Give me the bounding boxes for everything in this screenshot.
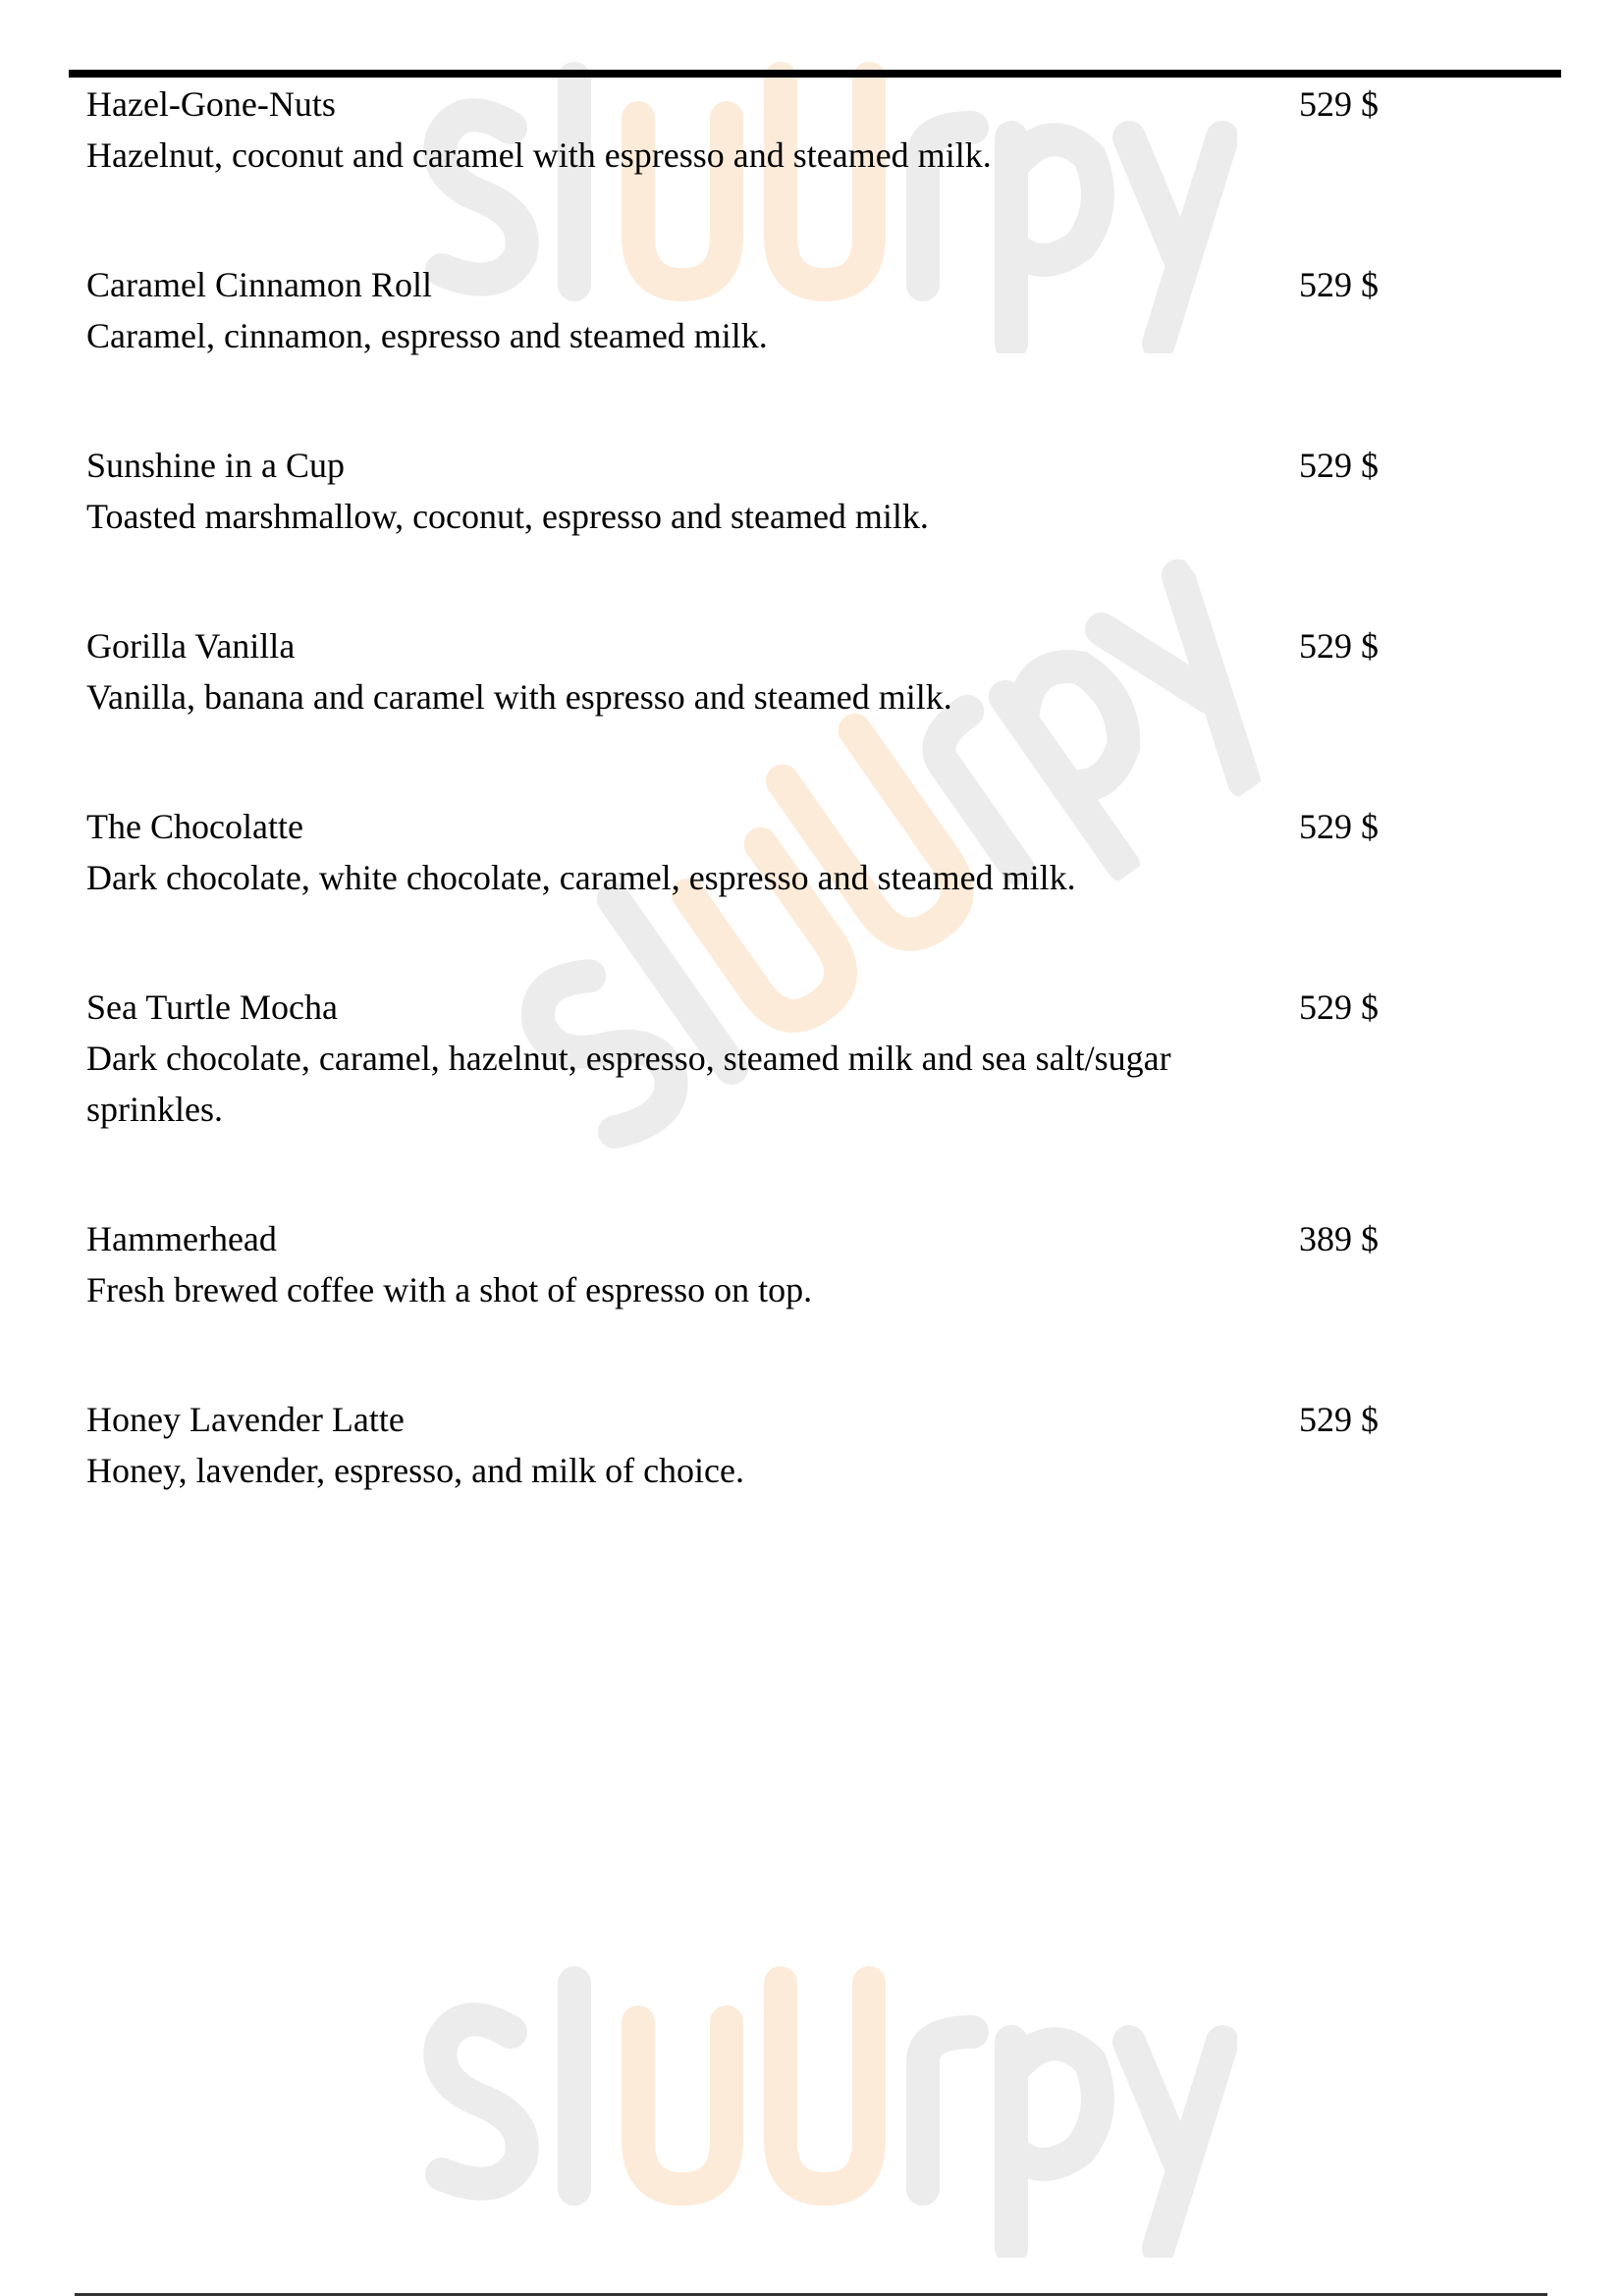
item-description: Toasted marshmallow, coconut, espresso and steamed milk. bbox=[86, 497, 929, 536]
menu-item bbox=[86, 1213, 1559, 1315]
item-price: 389 $ bbox=[1299, 1219, 1379, 1258]
item-name: Sunshine in a Cup bbox=[86, 446, 346, 485]
menu-item-text bbox=[86, 79, 1245, 181]
item-name: The Chocolatte bbox=[86, 807, 303, 846]
menu-item-text bbox=[86, 1213, 1245, 1315]
menu-item-text bbox=[86, 620, 1245, 722]
menu-item bbox=[86, 79, 1559, 181]
menu-item bbox=[86, 259, 1559, 361]
item-name: Gorilla Vanilla bbox=[86, 626, 296, 666]
item-price: 529 $ bbox=[1299, 84, 1379, 124]
menu-item bbox=[86, 801, 1559, 903]
menu-item-text bbox=[86, 259, 1245, 361]
item-name: Honey Lavender Latte bbox=[86, 1400, 405, 1439]
menu-item bbox=[86, 982, 1559, 1135]
menu-item-text bbox=[86, 801, 1245, 903]
top-divider bbox=[69, 70, 1561, 78]
item-description: Dark chocolate, white chocolate, caramel, espresso and steamed milk. bbox=[86, 858, 1076, 897]
item-price: 529 $ bbox=[1299, 807, 1379, 846]
item-price: 529 $ bbox=[1299, 988, 1379, 1027]
menu-list bbox=[86, 79, 1559, 1575]
item-description: Caramel, cinnamon, espresso and steamed milk. bbox=[86, 316, 768, 355]
menu-item bbox=[86, 1394, 1559, 1496]
item-name: Hammerhead bbox=[86, 1219, 277, 1258]
menu-item-text bbox=[86, 440, 1245, 542]
menu-item bbox=[86, 440, 1559, 542]
item-price: 529 $ bbox=[1299, 265, 1379, 304]
item-name: Caramel Cinnamon Roll bbox=[86, 265, 432, 304]
item-description: Vanilla, banana and caramel with espresso and steamed milk. bbox=[86, 677, 952, 717]
item-description: Dark chocolate, caramel, hazelnut, espresso, steamed milk and sea salt/sugar sprinkles. bbox=[86, 1039, 1171, 1129]
menu-item-text bbox=[86, 1394, 1245, 1496]
item-name: Hazel-Gone-Nuts bbox=[86, 84, 336, 124]
item-price: 529 $ bbox=[1299, 1400, 1379, 1439]
item-description: Honey, lavender, espresso, and milk of choice. bbox=[86, 1451, 745, 1490]
item-price: 529 $ bbox=[1299, 626, 1379, 666]
item-description: Hazelnut, coconut and caramel with espresso and steamed milk. bbox=[86, 135, 992, 175]
watermark-logo-bottom bbox=[403, 1963, 1237, 2258]
menu-item-text bbox=[86, 982, 1245, 1135]
item-price: 529 $ bbox=[1299, 446, 1379, 485]
item-description: Fresh brewed coffee with a shot of espresso on top. bbox=[86, 1270, 813, 1309]
item-name: Sea Turtle Mocha bbox=[86, 988, 338, 1027]
menu-item bbox=[86, 620, 1559, 722]
